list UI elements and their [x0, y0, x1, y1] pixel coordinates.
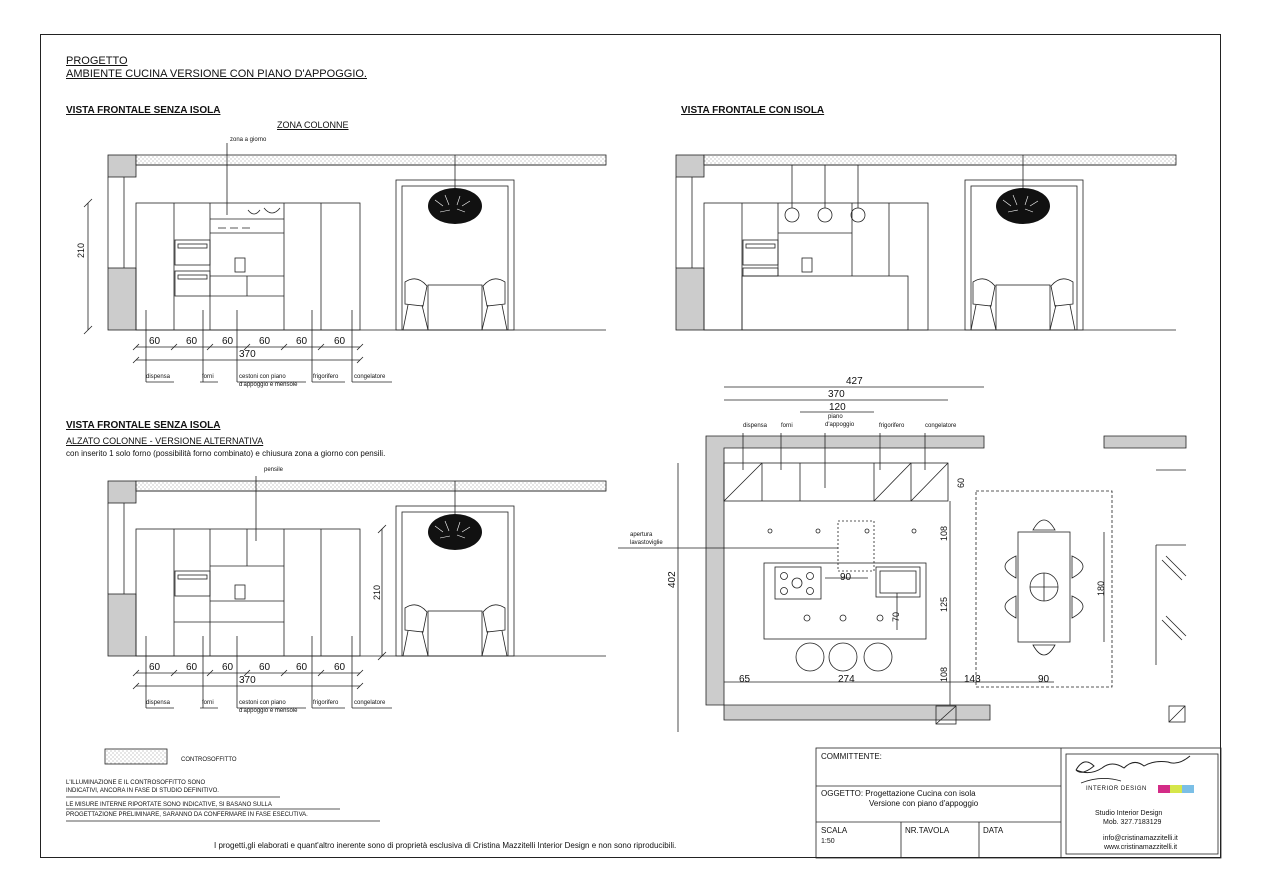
- view1-title: VISTA FRONTALE SENZA ISOLA: [66, 105, 221, 116]
- footer-copyright: I progetti,gli elaborati e quant'altro inerente sono di proprietà esclusiva di Cristina Mazzitelli Interior Design e non sono riproducibili.: [214, 841, 677, 850]
- plan-dim-90a: 90: [840, 572, 852, 583]
- view2-title: VISTA FRONTALE CON ISOLA: [681, 105, 825, 116]
- plan-dim-108a: 108: [939, 525, 949, 541]
- plan-dim-120: 120: [829, 402, 846, 413]
- titleblock-oggetto1: OGGETTO: Progettazione Cucina con isola: [821, 789, 976, 798]
- view3-dim-4: 60: [259, 662, 271, 673]
- plan-dim-143: 143: [964, 674, 981, 685]
- plan-label-piano: piano: [828, 414, 843, 420]
- view3-dim-6: 60: [334, 662, 346, 673]
- view3-note: con inserito 1 solo forno (possibilità forno combinato) e chiusura zona a giorno con pensili.: [66, 449, 386, 458]
- plan-label-apertura: apertura: [630, 532, 653, 538]
- view3-height-dim: 210: [372, 584, 382, 600]
- view1-dim-2: 60: [186, 336, 198, 347]
- view1-dim-4: 60: [259, 336, 271, 347]
- legend-note1a: L'ILLUMINAZIONE E IL CONTROSOFFITTO SONO: [66, 780, 206, 786]
- titleblock-scala-value: 1:50: [821, 838, 835, 845]
- plan-dim-70: 70: [891, 611, 901, 622]
- view3-dim-5: 60: [296, 662, 308, 673]
- view3-elevation: [108, 476, 606, 708]
- view1-dim-3: 60: [222, 336, 234, 347]
- view1-height-dim: 210: [76, 242, 86, 258]
- header-line2: AMBIENTE CUCINA VERSIONE CON PIANO D'APPOGGIO.: [66, 68, 367, 80]
- legend-note1b: INDICATIVI, ANCORA IN FASE DI STUDIO DEFINITIVO.: [66, 788, 219, 794]
- view1-total-dim: 370: [239, 349, 256, 360]
- plan-dim-125: 125: [939, 596, 949, 612]
- view3-pensile-label: pensile: [264, 467, 284, 473]
- view1-open-label: zona a giorno: [230, 137, 267, 143]
- legend-note2a: LE MISURE INTERNE RIPORTATE SONO INDICATIVE, SI BASANO SULLA: [66, 802, 272, 808]
- plan-dim-60: 60: [956, 477, 966, 488]
- view1-dim-6: 60: [334, 336, 346, 347]
- plan-dim-274: 274: [838, 674, 855, 685]
- view3-dim-2: 60: [186, 662, 198, 673]
- view3-total-dim: 370: [239, 675, 256, 686]
- view1-dim-1: 60: [149, 336, 161, 347]
- titleblock-logo-brand: INTERIOR DESIGN: [1086, 786, 1147, 792]
- legend-note2b: PROGETTAZIONE PRELIMINARE, SARANNO DA CONFERMARE IN FASE ESECUTIVA.: [66, 812, 308, 818]
- titleblock-oggetto2: Versione con piano d'appoggio: [869, 799, 979, 808]
- plan-label-appoggio: d'appoggio: [825, 422, 855, 428]
- titleblock-web: www.cristinamazzitelli.it: [1104, 844, 1178, 851]
- legend-controsoffitto: CONTROSOFFITTO: [181, 757, 237, 763]
- titleblock-data: DATA: [983, 826, 1004, 835]
- view1-dim-5: 60: [296, 336, 308, 347]
- view1-zone-label: ZONA COLONNE: [277, 120, 349, 130]
- view3-label-dispensa: dispensa: [146, 700, 171, 706]
- view3-label-cestoni: cestoni con piano: [239, 700, 286, 706]
- plan-label-lavastoviglie: lavastoviglie: [630, 540, 663, 546]
- view1-label-congelatore: congelatore: [354, 374, 386, 380]
- plan-dim-427: 427: [846, 376, 863, 387]
- plan-label-frigorifero: frigorifero: [879, 423, 905, 429]
- view3-label-forni: forni: [202, 700, 214, 706]
- view3-title: VISTA FRONTALE SENZA ISOLA: [66, 420, 221, 431]
- view3-subtitle: ALZATO COLONNE - VERSIONE ALTERNATIVA: [66, 436, 264, 446]
- view1-label-dispensa: dispensa: [146, 374, 171, 380]
- view3-label-congelatore: congelatore: [354, 700, 386, 706]
- header-line1: PROGETTO: [66, 55, 128, 67]
- view3-label-appoggio: d'appoggio e mensole: [239, 708, 298, 714]
- plan-label-dispensa: dispensa: [743, 423, 768, 429]
- floor-plan: [618, 387, 1186, 732]
- titleblock-studio: Studio Interior Design: [1095, 810, 1163, 817]
- plan-label-forni: forni: [781, 423, 793, 429]
- plan-dim-108b: 108: [939, 666, 949, 682]
- plan-dim-180: 180: [1096, 580, 1106, 596]
- plan-label-congelatore: congelatore: [925, 423, 957, 429]
- plan-dim-402: 402: [667, 571, 678, 588]
- view1-label-cestoni: cestoni con piano: [239, 374, 286, 380]
- view1-label-forni: forni: [202, 374, 214, 380]
- titleblock-email: info@cristinamazzitelli.it: [1103, 835, 1178, 842]
- view1-label-frigorifero: frigorifero: [313, 374, 339, 380]
- titleblock-committente: COMMITTENTE:: [821, 752, 882, 761]
- view1-label-appoggio: d'appoggio e mensole: [239, 382, 298, 388]
- plan-dim-90b: 90: [1038, 674, 1050, 685]
- titleblock-tavola: NR.TAVOLA: [905, 826, 950, 835]
- view3-dim-1: 60: [149, 662, 161, 673]
- view3-dim-3: 60: [222, 662, 234, 673]
- view2-elevation: [676, 155, 1176, 330]
- titleblock-mobile: Mob. 327.7183129: [1103, 819, 1162, 826]
- view3-label-frigorifero: frigorifero: [313, 700, 339, 706]
- plan-dim-65: 65: [739, 674, 751, 685]
- titleblock-scala-label: SCALA: [821, 826, 848, 835]
- plan-dim-370: 370: [828, 389, 845, 400]
